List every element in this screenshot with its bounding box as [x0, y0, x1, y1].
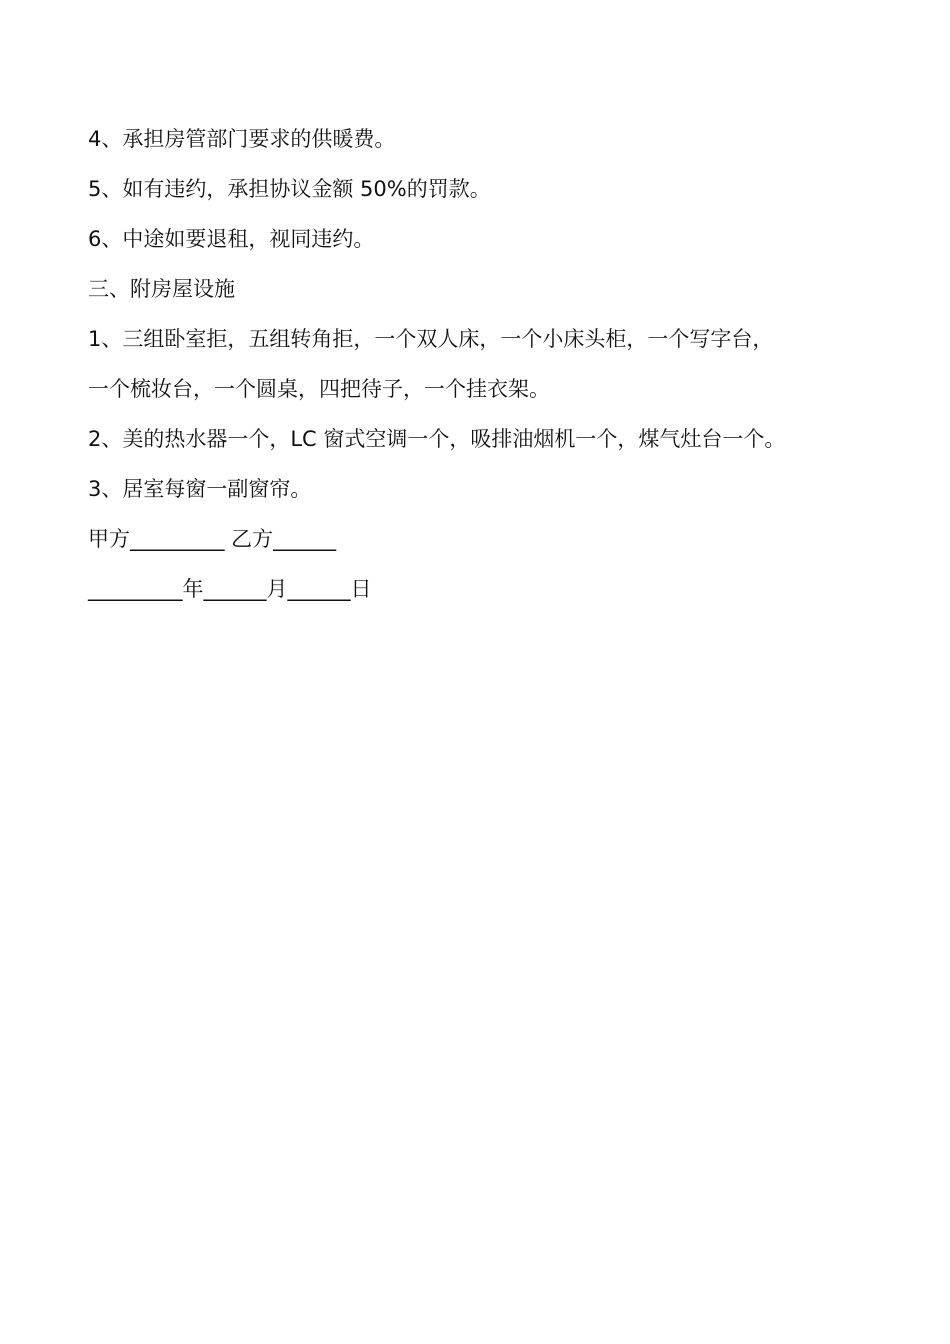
section-heading-facilities: 三、附房屋设施	[88, 277, 235, 301]
clause-6-early-termination: 6、中途如要退租，视同违约。	[88, 227, 375, 251]
facility-item-3: 3、居室每窗一副窗帘。	[88, 477, 312, 501]
document-body	[88, 114, 878, 614]
facility-item-2: 2、美的热水器一个，LC 窗式空调一个，吸排油烟机一个，煤气灶台一个。	[88, 427, 786, 451]
facility-item-1-line-1: 1、三组卧室拒，五组转角拒，一个双人床，一个小床头柜，一个写字台，	[88, 327, 774, 351]
facility-item-1-line-2: 一个梳妆台，一个圆桌，四把待子，一个挂衣架。	[88, 377, 550, 401]
signature-line: 甲方_________ 乙方______	[88, 527, 337, 551]
date-line: _________年______月______日	[88, 577, 372, 601]
clause-4-heating-fee: 4、承担房管部门要求的供暖费。	[88, 127, 396, 151]
clause-5-penalty: 5、如有违约，承担协议金额 50%的罚款。	[88, 177, 491, 201]
